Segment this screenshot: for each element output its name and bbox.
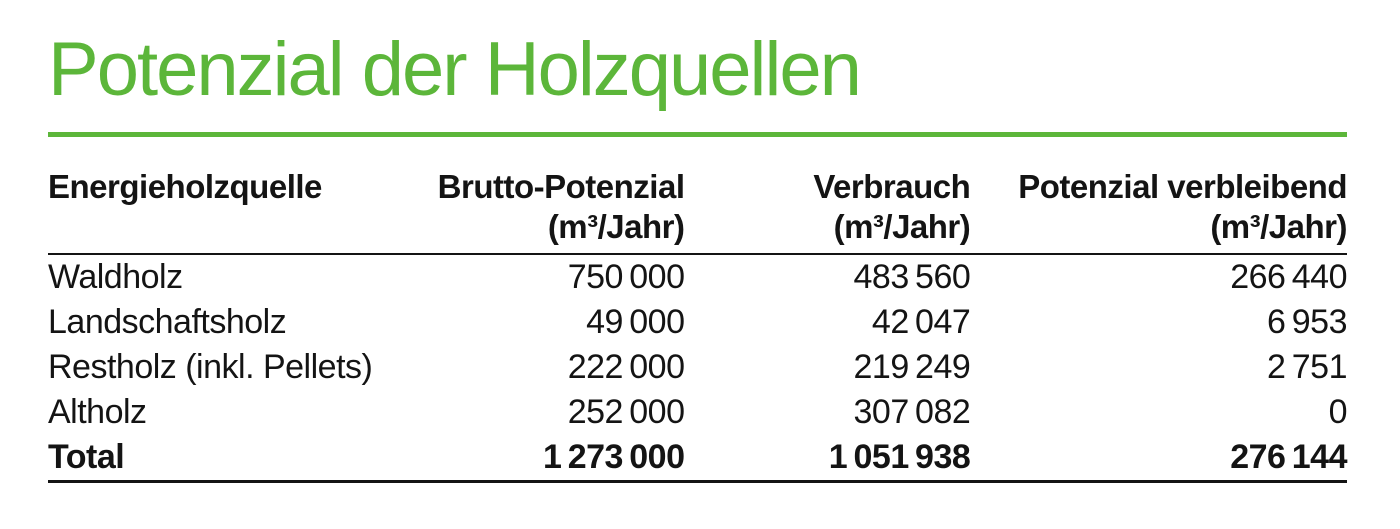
row-verbrauch-cell: 483 560 <box>853 258 971 296</box>
row-verbrauch-cell: 219 249 <box>853 348 971 386</box>
row-source-cell: Altholz <box>48 393 147 431</box>
title-underline-rule <box>48 132 1347 137</box>
row-verbleibend-cell: 0 <box>1328 393 1347 431</box>
row-verbrauch-cell: 42 047 <box>871 303 971 341</box>
column-header-brutto-label: Brutto-Potenzial <box>437 168 685 205</box>
total-verbrauch-cell: 1 051 938 <box>685 435 971 482</box>
row-brutto-cell: 49 000 <box>586 303 685 341</box>
row-brutto-cell: 750 000 <box>567 258 685 296</box>
row-verbleibend-cell: 2 751 <box>1267 348 1347 386</box>
table-row-altholz <box>48 390 1347 435</box>
row-verbleibend-cell: 266 440 <box>1230 258 1347 296</box>
row-source-cell: Waldholz <box>48 258 183 296</box>
column-header-verbrauch-unit: (m³/Jahr) <box>833 208 971 245</box>
table-row-total <box>48 435 1347 482</box>
total-brutto-cell: 1 273 000 <box>412 435 685 482</box>
column-header-source-label: Energieholzquelle <box>48 168 322 205</box>
table-row-waldholz <box>48 254 1347 300</box>
total-verbleibend-cell: 276 144 <box>970 435 1347 482</box>
row-verbleibend-cell: 6 953 <box>1267 303 1347 341</box>
column-header-verbleibend <box>970 167 1347 254</box>
table-header <box>48 167 1347 254</box>
row-source-cell: Restholz (inkl. Pellets) <box>48 348 373 386</box>
row-brutto-cell: 252 000 <box>567 393 685 431</box>
column-header-verbleibend-label: Potenzial verbleibend <box>1018 168 1347 205</box>
table-body <box>48 254 1347 482</box>
wood-potential-table <box>48 167 1347 483</box>
column-header-brutto-unit: (m³/Jahr) <box>547 208 685 245</box>
column-header-brutto <box>412 167 685 254</box>
row-brutto-cell: 222 000 <box>567 348 685 386</box>
row-verbrauch-cell: 307 082 <box>853 393 971 431</box>
column-header-source <box>48 167 412 254</box>
column-header-verbrauch <box>685 167 971 254</box>
page-title: Potenzial der Holzquellen <box>48 27 860 112</box>
row-source-cell: Landschaftsholz <box>48 303 287 341</box>
document-page <box>0 27 1400 529</box>
total-source-cell: Total <box>48 435 412 482</box>
column-header-verbrauch-label: Verbrauch <box>813 168 971 205</box>
header-row <box>48 167 1347 254</box>
column-header-source-unit <box>48 207 412 247</box>
table-row-landschaftsholz <box>48 300 1347 345</box>
table-row-restholz <box>48 345 1347 390</box>
column-header-verbleibend-unit: (m³/Jahr) <box>1210 208 1347 245</box>
